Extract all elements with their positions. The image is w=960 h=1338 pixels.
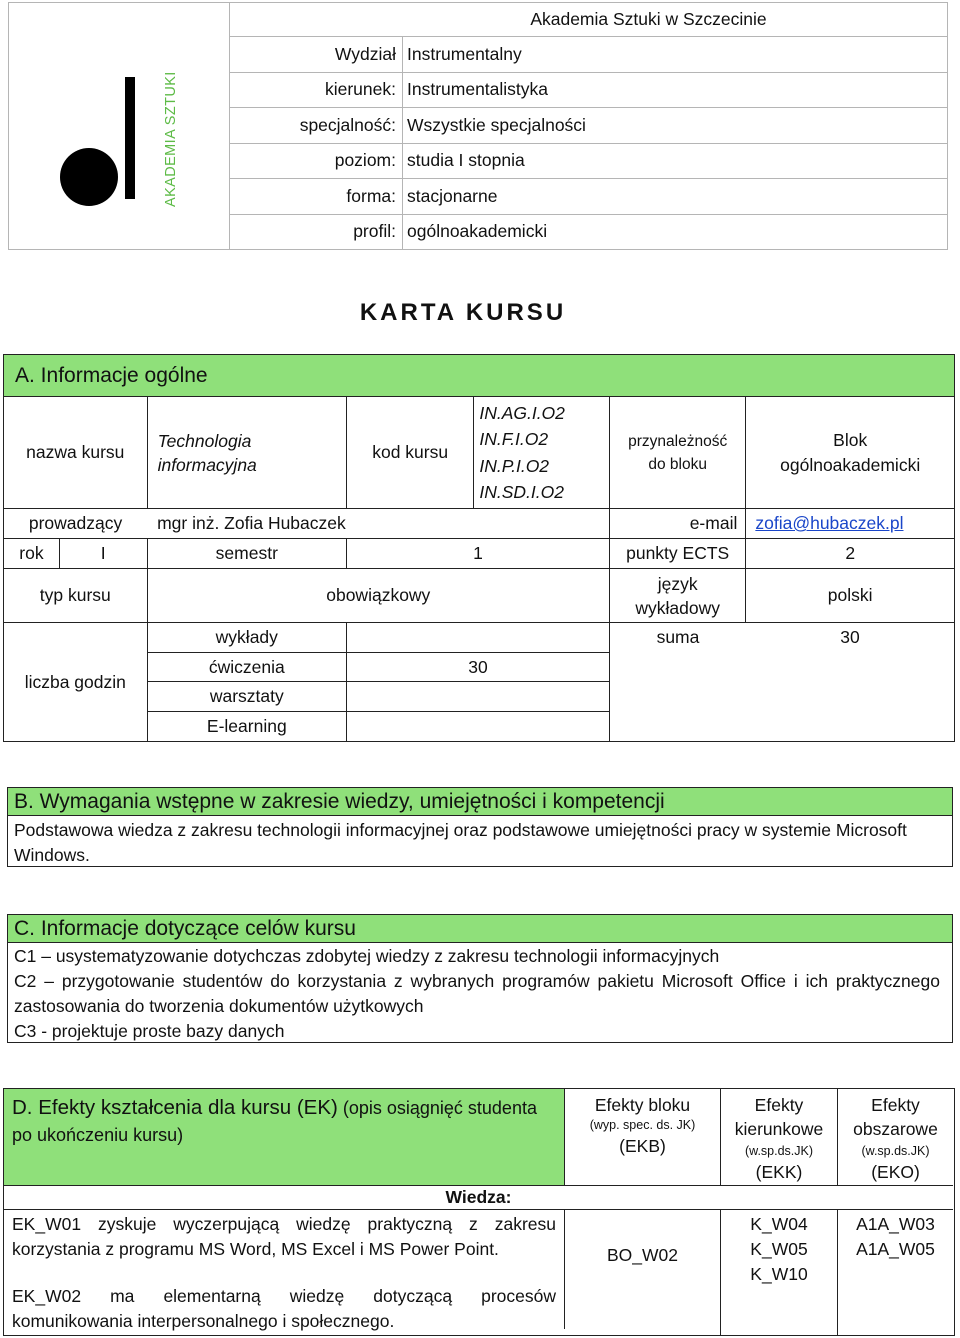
hours-value [347, 712, 610, 742]
ekb-header-line: Efekty bloku [594, 1095, 691, 1115]
ekk-values [721, 1209, 838, 1290]
block-label-line: do bloku [648, 455, 707, 473]
course-code: IN.SD.I.O2 [479, 482, 564, 502]
section-d-header [4, 1089, 565, 1185]
course-name-label: nazwa kursu [4, 397, 148, 509]
section-d-title: D. Efekty kształcenia dla kursu (EK) [12, 1096, 338, 1119]
section-d-table [3, 1088, 955, 1336]
field-value: Instrumentalistyka [403, 72, 948, 108]
ekk-column-header [721, 1089, 838, 1185]
ekb-header-note: (wyp. spec. ds. JK) [589, 1118, 696, 1132]
course-type-label: typ kursu [4, 569, 148, 623]
block-value-line: Blok [833, 429, 868, 450]
ects-value: 2 [746, 539, 955, 569]
ekb-header-code: (EKB) [619, 1136, 666, 1156]
email-label: e-mail [609, 509, 745, 539]
course-code: IN.AG.I.O2 [479, 402, 565, 423]
learning-outcome-row: EK_W01 zyskuje wyczerpującą wiedzę praktyczną z zakresu korzystania z programu MS Word, MS Excel i MS Power Point. [4, 1209, 565, 1290]
level-value: studia I stopnia [403, 143, 948, 179]
ekk-value: K_W05 [750, 1239, 808, 1259]
section-d-note: (opis osiągnięć studenta po ukończeniu kursu) [12, 1098, 537, 1145]
form-value: stacjonarne [403, 179, 948, 215]
block-label-line: przynależność [628, 432, 728, 450]
course-name-value: Technologia informacyjna [157, 430, 257, 475]
logo-cell [9, 3, 230, 250]
eko-column-header [838, 1089, 953, 1185]
section-b-header [7, 787, 953, 816]
specialty-value: Wszystkie specjalności [403, 108, 948, 144]
lecturer-name: mgr inż. Zofia Hubaczek [147, 509, 609, 539]
year-value: I [59, 539, 147, 569]
semester-value: 1 [347, 539, 610, 569]
goal-item: C1 – usystematyzowanie dotychczas zdobytej wiedzy z zakresu technologii informacyjnych [14, 946, 720, 966]
field-label: kierunek: [230, 72, 403, 108]
hours-sum-label: suma [656, 627, 700, 647]
ekk-value: K_W04 [750, 1214, 808, 1234]
block-label [609, 397, 745, 509]
eko-value: A1A_W05 [856, 1239, 935, 1259]
course-name [147, 397, 346, 509]
hours-sum-value: 30 [840, 627, 860, 647]
section-c-body [7, 942, 953, 1043]
eko-header-line: Efekty [871, 1095, 920, 1115]
form-label: forma: [230, 179, 403, 215]
hours-type-label: E-learning [147, 712, 346, 742]
profile-value: ogólnoakademicki [403, 214, 948, 250]
course-code: IN.P.I.O2 [479, 455, 550, 476]
course-code: IN.F.I.O2 [479, 429, 549, 449]
goal-item: C2 – przygotowanie studentów do korzystania z wybranych programów pakietu Microsoft Office i ich praktycznego zastosowania do tworzenia dokumentów użytkowych [14, 971, 940, 1016]
email-cell [746, 509, 955, 539]
ekk-value: K_W10 [750, 1264, 808, 1284]
institution-name: Akademia Sztuki w Szczecinie [230, 3, 948, 37]
section-c-header [7, 914, 953, 943]
knowledge-label: Wiedza: [4, 1185, 953, 1209]
section-c-title: C. Informacje dotyczące celów kursu [14, 916, 356, 940]
ekk-header-line: Efekty [754, 1095, 804, 1115]
eko-header-code: (EKO) [871, 1162, 920, 1182]
profile-label: profil: [230, 214, 403, 250]
ekb-value: BO_W02 [565, 1209, 721, 1290]
course-codes [474, 397, 610, 509]
lecturer-label: prowadzący [4, 509, 148, 539]
ekb-column-header [565, 1089, 721, 1185]
hours-label: liczba godzin [4, 623, 148, 742]
section-a-title: A. Informacje ogólne [15, 363, 208, 387]
ekk-header-code: (EKK) [755, 1162, 803, 1182]
section-b-body: Podstawowa wiedza z zakresu technologii informacyjnej oraz podstawowe umiejętności pracy w systemie Microsoft Windows. [7, 815, 953, 867]
faculty-label: Wydział [230, 37, 403, 73]
section-b-title: B. Wymagania wstępne w zakresie wiedzy, umiejętności i kompetencji [14, 789, 665, 813]
eko-values [838, 1209, 953, 1290]
logo-text: AKADEMIA SZTUKI [163, 71, 179, 207]
specialty-label: specjalność: [230, 108, 403, 144]
hours-type-label: ćwiczenia [147, 653, 346, 682]
ekk-empty-cell [721, 1290, 838, 1335]
academy-logo [9, 3, 229, 249]
section-a-header [3, 354, 955, 397]
ekk-header-line: kierunkowe [734, 1119, 824, 1139]
language-label-line: wykładowy [635, 597, 720, 618]
page-title: KARTA KURSU [359, 299, 567, 326]
hours-value [347, 682, 610, 712]
eko-value: A1A_W03 [856, 1214, 935, 1234]
header-table [8, 2, 948, 250]
language-value: polski [746, 569, 955, 623]
course-type-value: obowiązkowy [147, 569, 609, 623]
learning-outcome-row: EK_W02 ma elementarną wiedzę dotyczącą procesów komunikowania interpersonalnego i społecznego. [4, 1284, 565, 1329]
hours-type-label: wykłady [147, 623, 346, 653]
general-info-table [3, 396, 955, 741]
course-code-label: kod kursu [347, 397, 474, 509]
eko-header-note: (w.sp.ds.JK) [861, 1144, 930, 1158]
semester-label: semestr [147, 539, 346, 569]
ekk-header-note: (w.sp.ds.JK) [744, 1144, 814, 1158]
language-label-line: język [657, 573, 698, 594]
email-link[interactable]: zofia@hubaczek.pl [755, 513, 904, 533]
goal-item: C3 - projektuje proste bazy danych [14, 1021, 285, 1041]
ects-label: punkty ECTS [609, 539, 745, 569]
block-value [746, 397, 955, 509]
hours-value: 30 [347, 653, 610, 682]
eko-header-line: obszarowe [853, 1119, 938, 1139]
hours-type-label: warsztaty [147, 682, 346, 712]
ekb-empty-cell [565, 1290, 721, 1335]
hours-sum-cell [609, 623, 954, 742]
faculty-value: Instrumentalny [403, 37, 948, 73]
year-label: rok [4, 539, 60, 569]
language-label [609, 569, 745, 623]
hours-value [347, 623, 610, 653]
block-value-line: ogólnoakademicki [780, 454, 921, 475]
level-label: poziom: [230, 143, 403, 179]
